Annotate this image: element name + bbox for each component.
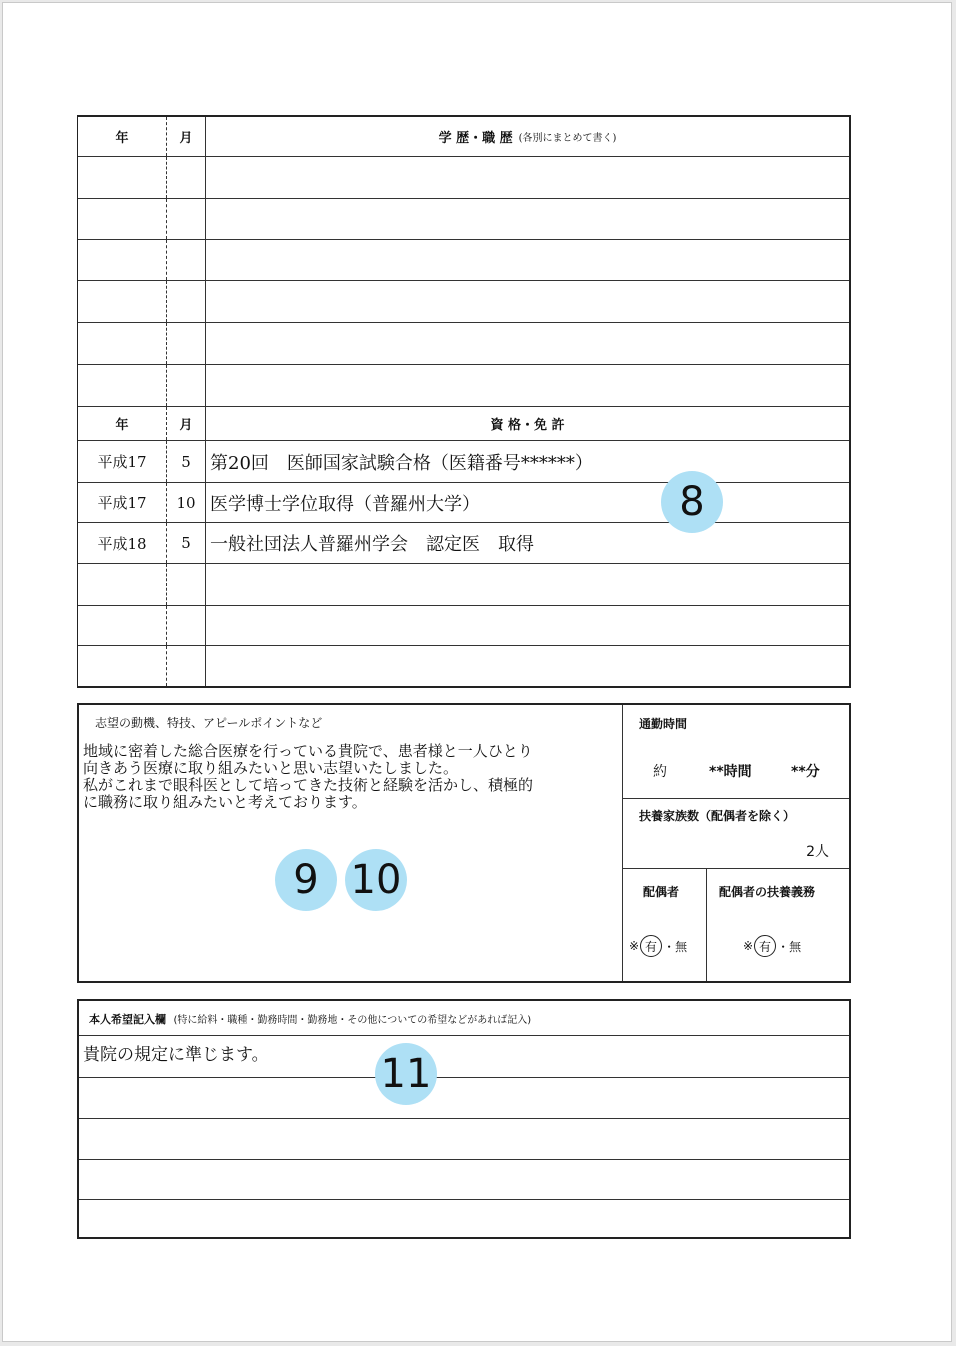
licenses-year-cell: 平成17	[78, 441, 167, 482]
history-year-cell	[78, 240, 167, 280]
motivation-box[interactable]	[79, 705, 623, 981]
spouse-yes: 有	[640, 935, 662, 957]
licenses-month-cell	[167, 606, 206, 645]
license-rows	[78, 441, 849, 688]
history-row[interactable]	[78, 323, 849, 365]
history-title-note: (各別にまとめて書く)	[518, 133, 617, 144]
commute-label: 通勤時間	[639, 717, 688, 731]
licenses-row[interactable]	[78, 564, 849, 606]
motivation-text	[83, 743, 619, 811]
spouse-support-cell[interactable]	[707, 869, 849, 981]
wishes-note: (特に給料・職種・勤務時間・勤務地・その他についての希望などがあれば記入)	[173, 1015, 532, 1026]
licenses-month-cell	[167, 646, 206, 686]
commute-cell[interactable]	[623, 705, 849, 799]
history-row[interactable]	[78, 240, 849, 281]
dependents-value: 2人	[806, 844, 829, 860]
motivation-line: 向きあう医療に取り組みたいと思い志望いたしました。	[83, 759, 459, 777]
commute-approx: 約	[653, 764, 667, 780]
history-month-cell	[167, 281, 206, 322]
history-year-cell	[78, 157, 167, 198]
history-title	[206, 117, 849, 156]
licenses-month-cell	[167, 564, 206, 605]
licenses-year-cell: 平成18	[78, 523, 167, 563]
spouse-no: 無	[675, 939, 688, 954]
licenses-row[interactable]	[78, 441, 849, 483]
history-year-cell	[78, 323, 167, 364]
wishes-rule	[79, 1035, 849, 1036]
spouse-sep: ・	[663, 939, 676, 954]
license-title: 資 格・免 許	[490, 418, 565, 433]
spouse-support-sep: ・	[777, 939, 790, 954]
license-month-header: 月	[167, 407, 206, 440]
licenses-content-cell	[206, 564, 849, 605]
history-content-cell	[206, 157, 849, 198]
history-row[interactable]	[78, 365, 849, 407]
history-month-cell	[167, 240, 206, 280]
licenses-month-cell: 5	[167, 523, 206, 563]
licenses-month-cell: 10	[167, 483, 206, 522]
spouse-support-label: 配偶者の扶養義務	[719, 885, 816, 899]
history-content-cell	[206, 199, 849, 239]
licenses-month-cell: 5	[167, 441, 206, 482]
licenses-content-cell	[206, 606, 849, 645]
licenses-year-cell: 平成17	[78, 483, 167, 522]
history-year-cell	[78, 365, 167, 406]
motivation-line: 地域に密着した総合医療を行っている貴院で、患者様と一人ひとり	[83, 742, 533, 760]
license-year-header: 年	[78, 407, 167, 440]
wishes-text[interactable]: 貴院の規定に準じます。	[83, 1045, 269, 1065]
annotation-badge-8: 8	[661, 471, 723, 533]
licenses-content-cell: 一般社団法人普羅州学会 認定医 取得	[210, 534, 534, 555]
commute-minutes: **分	[791, 764, 820, 780]
licenses-content-cell	[206, 646, 849, 686]
commute-hours: **時間	[709, 764, 752, 780]
history-month-header: 月	[167, 117, 206, 156]
history-month-cell	[167, 323, 206, 364]
wishes-rule	[79, 1199, 849, 1200]
spouse-label: 配偶者	[643, 885, 680, 899]
wishes-section	[77, 999, 851, 1239]
licenses-content-cell: 第20回 医師国家試験合格（医籍番号******）	[210, 452, 593, 474]
history-row[interactable]	[78, 281, 849, 323]
wishes-rule	[79, 1077, 849, 1078]
history-content-cell	[206, 365, 849, 406]
history-year-header: 年	[78, 117, 167, 156]
history-month-cell	[167, 199, 206, 239]
licenses-year-cell	[78, 606, 167, 645]
spouse-support-mark: ※	[743, 939, 754, 953]
motivation-section	[77, 703, 851, 983]
licenses-content-cell: 医学博士学位取得（普羅州大学）	[210, 493, 480, 515]
dependents-cell[interactable]	[623, 799, 849, 869]
annotation-badge-10: 10	[345, 849, 407, 911]
license-header	[78, 407, 849, 441]
spouse-support-yes: 有	[754, 935, 776, 957]
wishes-header	[89, 1011, 531, 1027]
licenses-row[interactable]	[78, 606, 849, 646]
dependents-label: 扶養家族数（配偶者を除く）	[639, 809, 796, 823]
spouse-mark: ※	[629, 939, 640, 953]
motivation-line: に職務に取り組みたいと考えております。	[83, 793, 367, 811]
licenses-row[interactable]	[78, 483, 849, 523]
motivation-line: 私がこれまで眼科医として培ってきた技術と経験を活かし、積極的	[83, 776, 534, 794]
motivation-label: 志望の動機、特技、アピールポイントなど	[95, 716, 323, 730]
history-content-cell	[206, 240, 849, 280]
history-title-text: 学 歴・職 歴	[438, 131, 513, 146]
licenses-year-cell	[78, 646, 167, 686]
spouse-cell[interactable]	[623, 869, 707, 981]
annotation-badge-9: 9	[275, 849, 337, 911]
history-rows	[78, 157, 849, 407]
history-month-cell	[167, 365, 206, 406]
history-row[interactable]	[78, 199, 849, 240]
wishes-label: 本人希望記入欄	[89, 1013, 166, 1026]
resume-page	[2, 2, 952, 1342]
history-month-cell	[167, 157, 206, 198]
wishes-rule	[79, 1118, 849, 1119]
history-header	[78, 117, 849, 157]
licenses-row[interactable]	[78, 523, 849, 564]
history-year-cell	[78, 281, 167, 322]
history-content-cell	[206, 281, 849, 322]
annotation-badge-11: 11	[375, 1043, 437, 1105]
spouse-support-choice	[743, 935, 801, 957]
licenses-row[interactable]	[78, 646, 849, 688]
history-table	[77, 115, 851, 688]
spouse-support-no: 無	[789, 939, 802, 954]
history-content-cell	[206, 323, 849, 364]
wishes-rule	[79, 1159, 849, 1160]
licenses-year-cell	[78, 564, 167, 605]
spouse-choice	[629, 935, 687, 957]
history-row[interactable]	[78, 157, 849, 199]
history-year-cell	[78, 199, 167, 239]
